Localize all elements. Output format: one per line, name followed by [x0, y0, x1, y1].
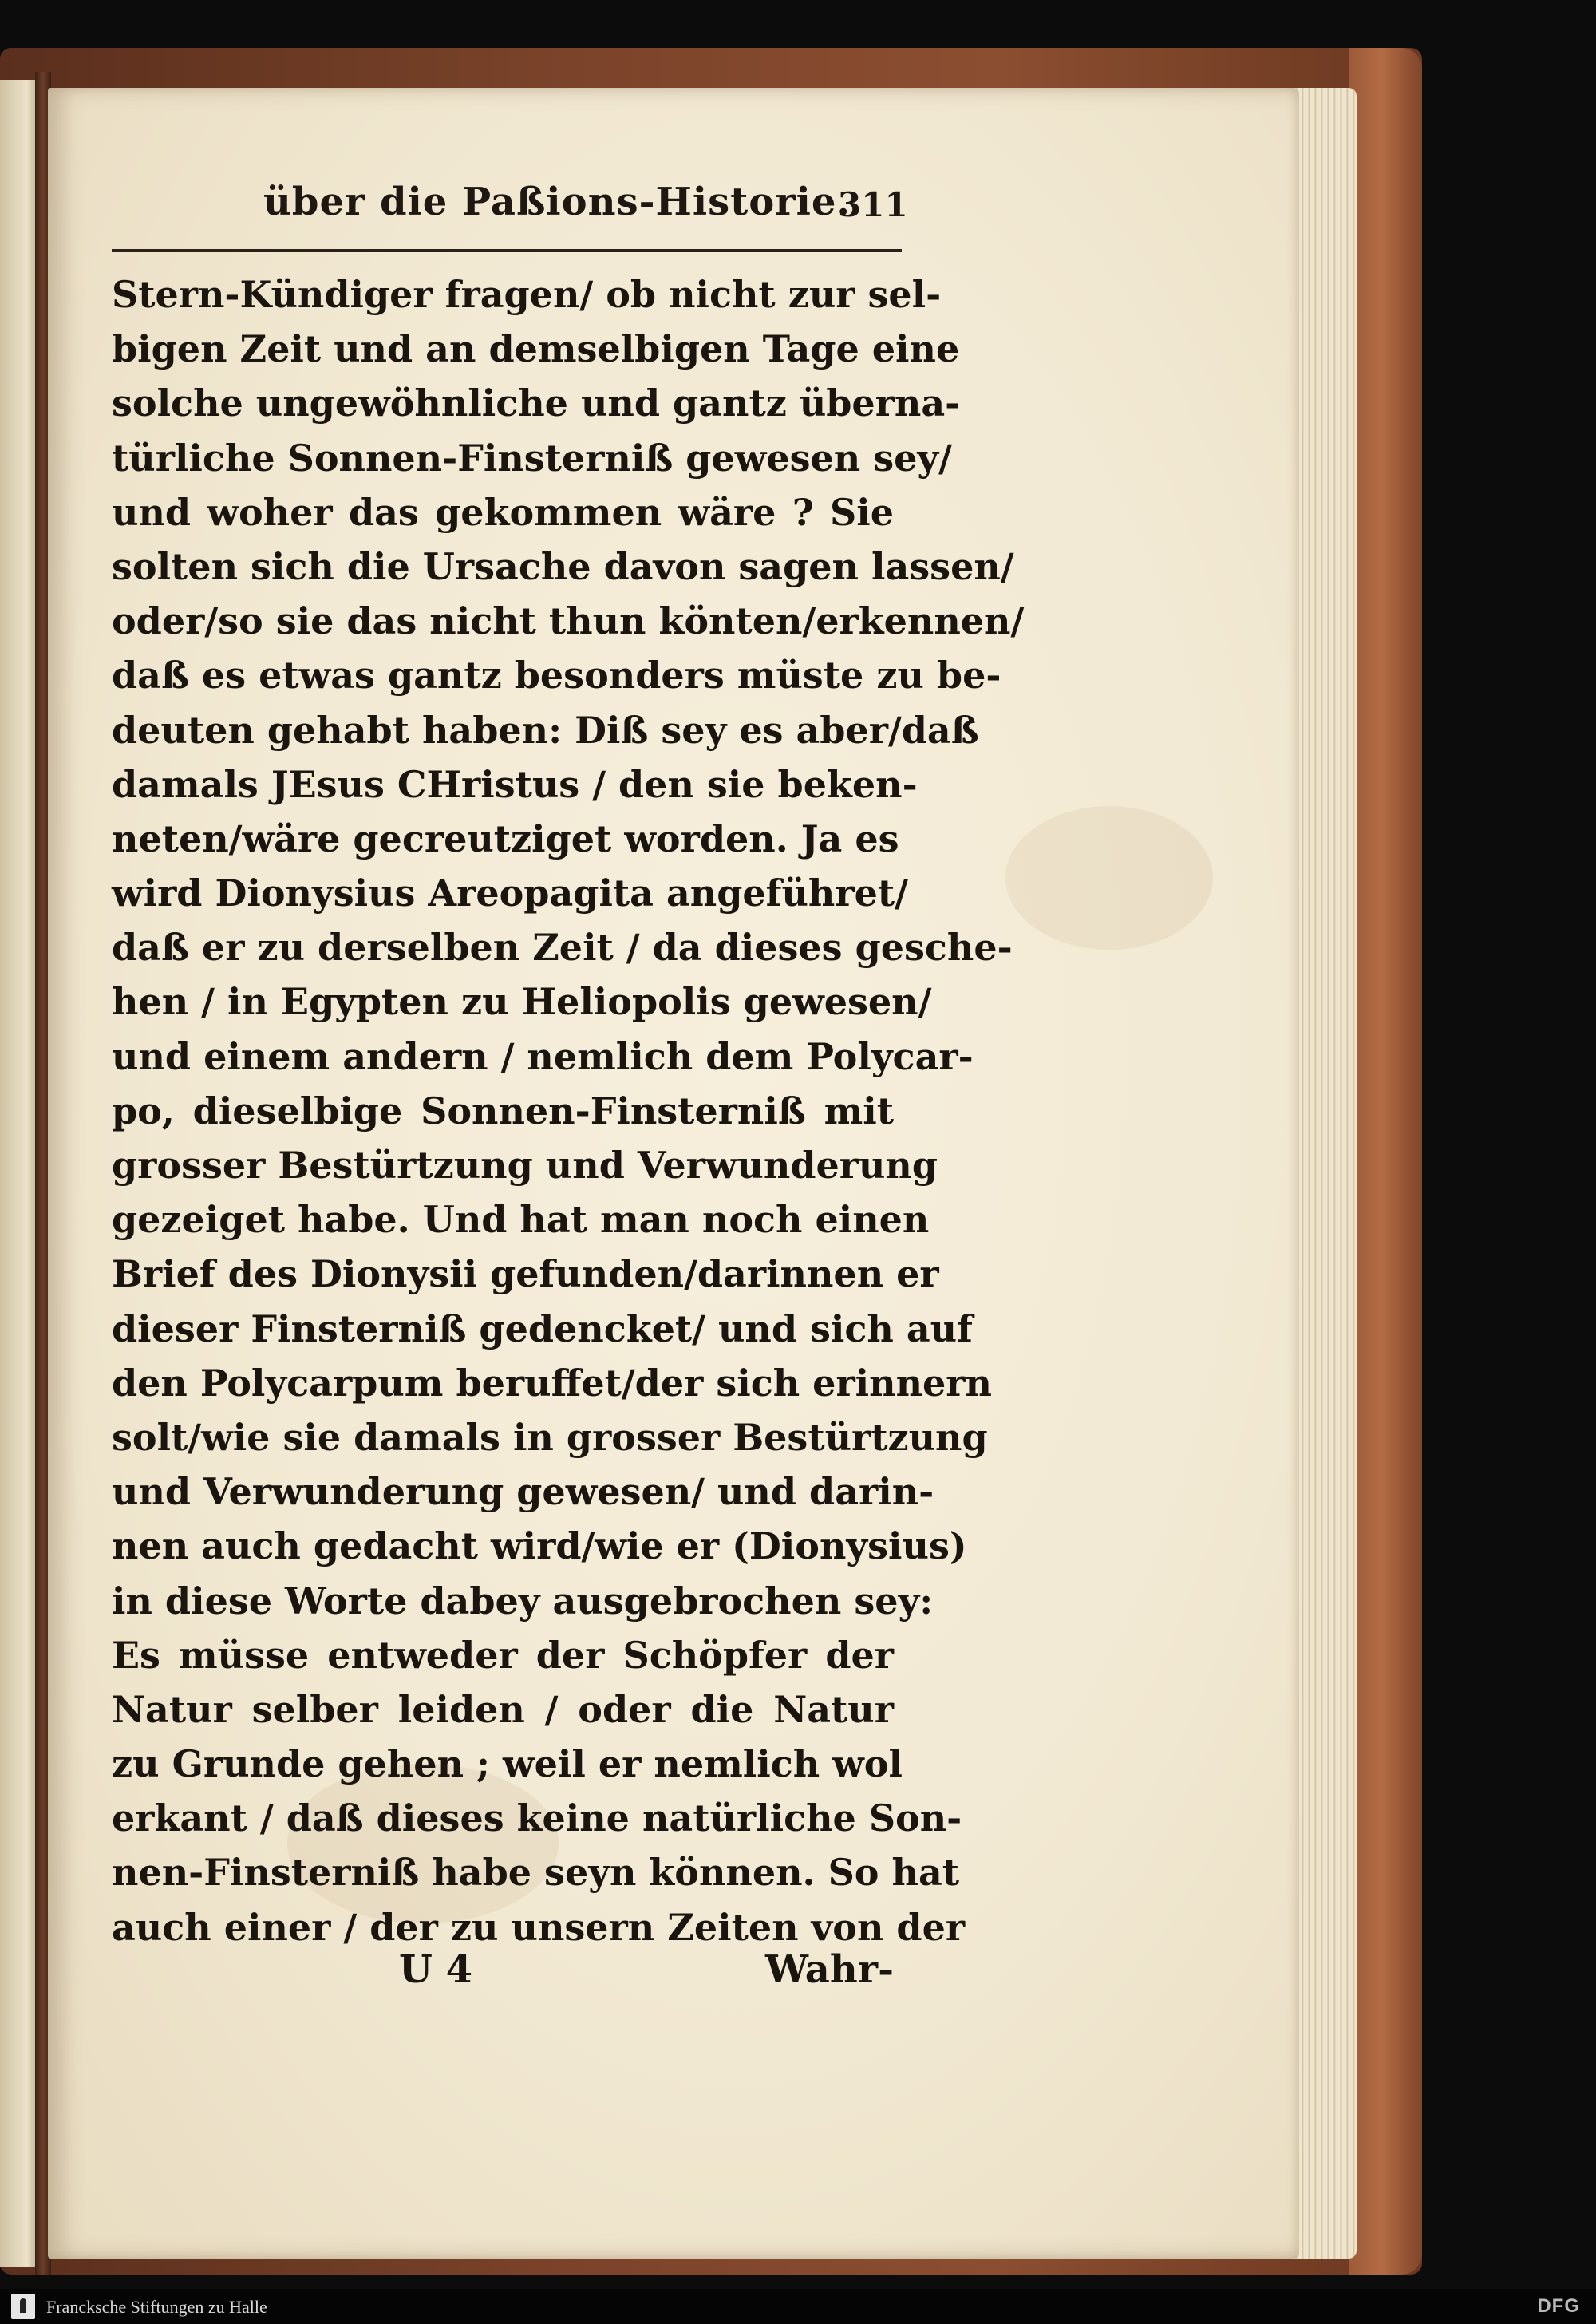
text-line: Brief des Dionysii gefunden/darinnen er [112, 1252, 939, 1296]
text-line: gezeiget habe. Und hat man noch einen [112, 1198, 930, 1242]
text-line: dieser Finsterniß gedencket/ und sich auf [112, 1306, 973, 1350]
text-line: wird Dionysius Areopagita angeführet/ [112, 872, 908, 915]
signature-mark: U 4 [399, 1947, 472, 1992]
text-line: erkant / daß dieses keine natürliche Son- [112, 1796, 962, 1840]
text-line: solche ungewöhnliche und gantz überna- [112, 381, 961, 425]
text-line: bigen Zeit und an demselbigen Tage eine [112, 327, 960, 371]
text-line: türliche Sonnen-Finsterniß gewesen sey/ [112, 436, 952, 480]
text-line: und Verwunderung gewesen/ und darin- [112, 1470, 934, 1514]
text-line: Stern-Kündiger fragen/ ob nicht zur sel- [112, 273, 942, 316]
text-line: damals JEsus CHristus / den sie beken- [112, 762, 918, 806]
paper-stain [1005, 806, 1213, 950]
text-line: neten/wäre gecreutziget worden. Ja es [112, 816, 899, 860]
text-line: deuten gehabt haben: Diß sey es aber/daß [112, 708, 979, 752]
text-line: und woher das gekommen wäre ? Sie [112, 490, 894, 534]
catchword: Wahr- [765, 1947, 894, 1992]
text-line: hen / in Egypten zu Heliopolis gewesen/ [112, 980, 932, 1024]
funder-logo: DFG [1537, 2295, 1580, 2317]
text-line: in diese Worte dabey ausgebrochen sey: [112, 1579, 934, 1622]
body-text [112, 267, 1025, 1954]
text-line: auch einer / der zu unsern Zeiten von der [112, 1905, 966, 1949]
text-line: den Polycarpum beruffet/der sich erinnern [112, 1361, 992, 1405]
text-line: solten sich die Ursache davon sagen lassen/ [112, 544, 1014, 588]
text-line: Es müsse entweder der Schöpfer der [112, 1633, 894, 1677]
footer-bar [0, 2289, 1596, 2324]
text-line: und einem andern / nemlich dem Polycar- [112, 1034, 974, 1078]
facing-page-edge [0, 80, 38, 2267]
text-line: grosser Bestürtzung und Verwunderung [112, 1144, 938, 1187]
institution-logo-icon [11, 2294, 35, 2319]
text-line: nen-Finsterniß habe seyn können. So hat [112, 1851, 959, 1895]
text-line: solt/wie sie damals in grosser Bestürtzung [112, 1415, 988, 1459]
text-line: daß es etwas gantz besonders müste zu be- [112, 654, 1001, 698]
text-line: nen auch gedacht wird/wie er (Dionysius) [112, 1524, 967, 1568]
text-line: daß er zu derselben Zeit / da dieses gesche- [112, 926, 1013, 970]
text-line: Natur selber leiden / oder die Natur [112, 1687, 894, 1731]
running-head: über die Paßions-Historie. [263, 180, 851, 224]
text-line: zu Grunde gehen ; weil er nemlich wol [112, 1742, 903, 1786]
footer-line [112, 1947, 894, 2003]
text-line: oder/so sie das nicht thun könten/erkennen/ [112, 599, 1025, 643]
institution-name: Francksche Stiftungen zu Halle [46, 2297, 267, 2317]
page-number: 311 [838, 185, 908, 224]
header-rule [112, 249, 902, 252]
book-cover-edge [1349, 48, 1422, 2275]
text-line: po, dieselbige Sonnen-Finsterniß mit [112, 1089, 894, 1132]
